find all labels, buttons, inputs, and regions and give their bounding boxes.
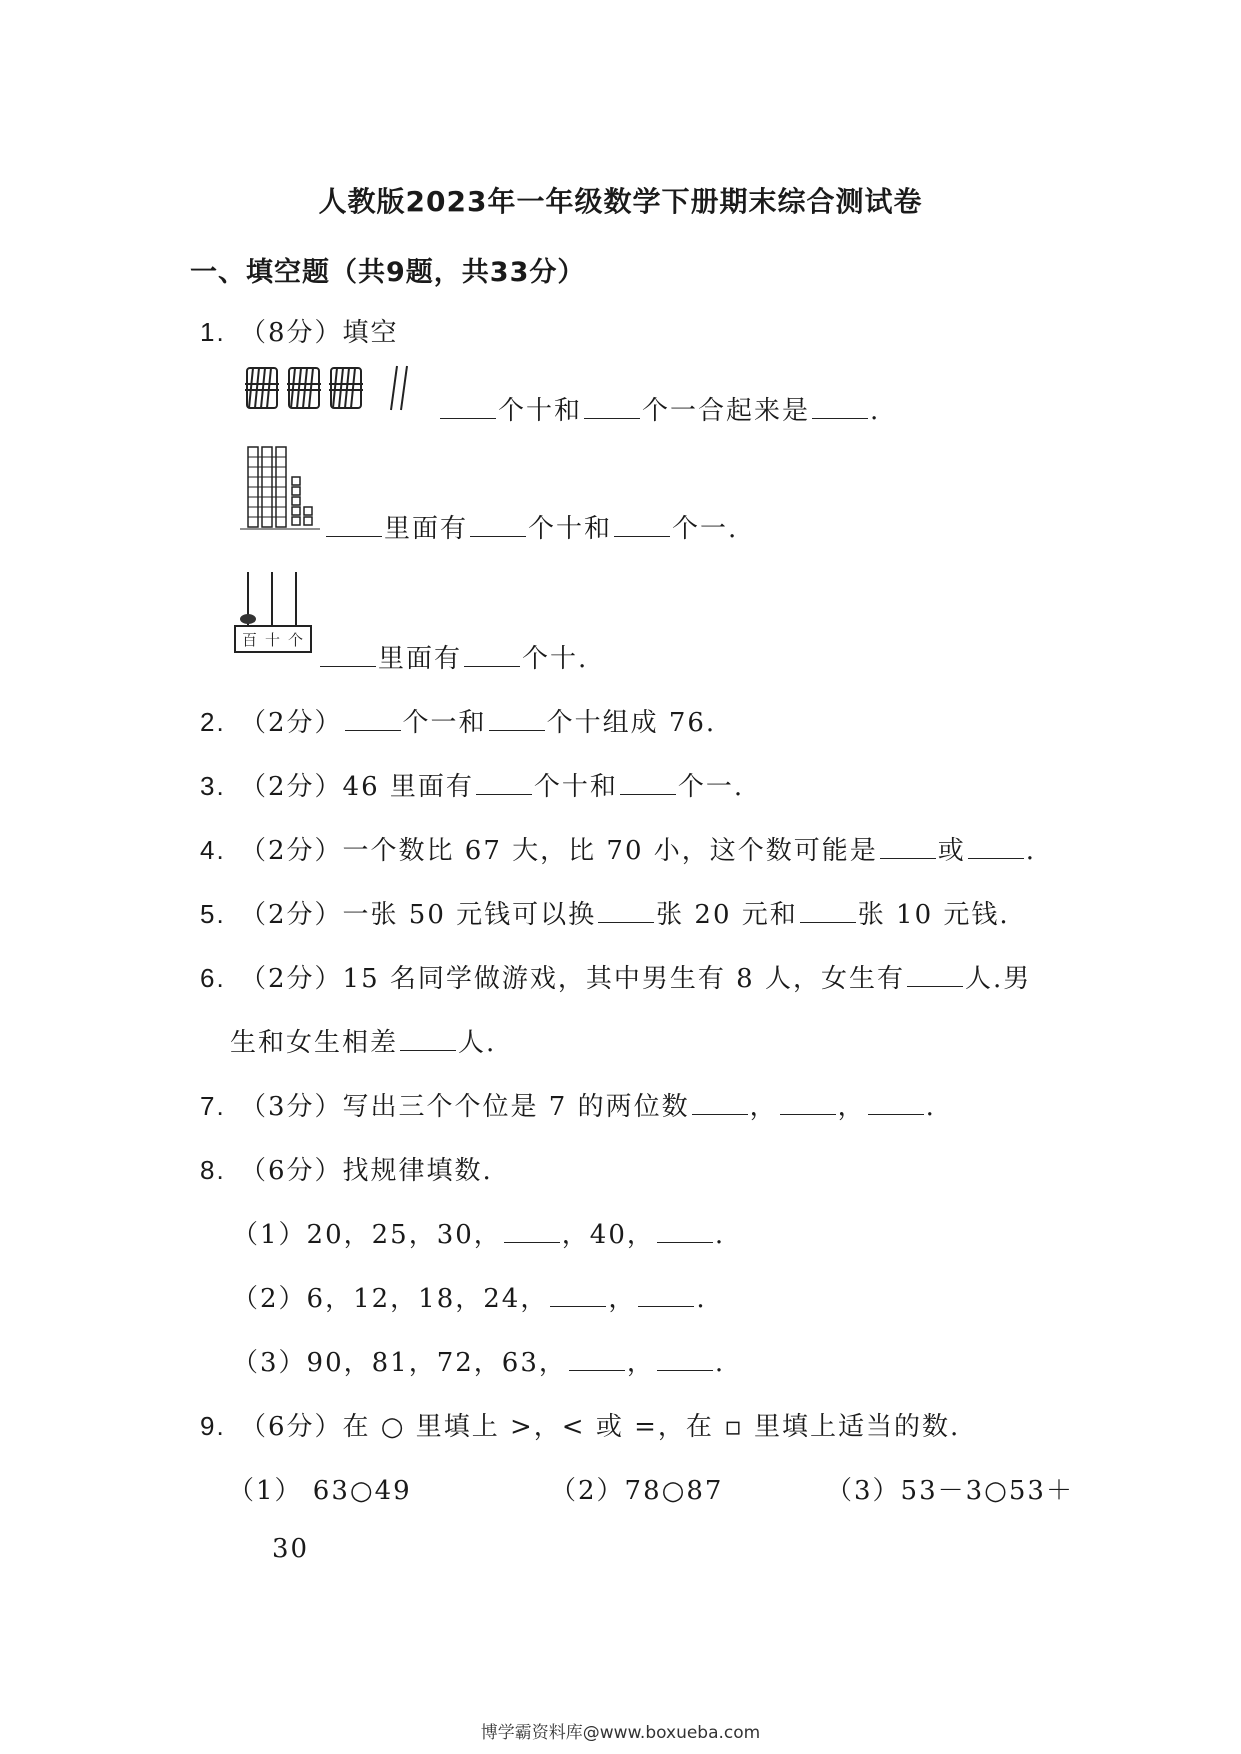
answer-blank[interactable] [400, 1028, 456, 1051]
text: . [714, 1348, 726, 1378]
question-number: 1. [200, 317, 226, 347]
abacus-label-ones: 个 [288, 631, 304, 649]
text: 个一. [672, 514, 739, 544]
text: 个十. [522, 644, 589, 674]
text: 个一合起来是 [642, 396, 811, 426]
question-6 [200, 958, 1031, 995]
answer-blank[interactable] [598, 900, 654, 923]
question-1b-line [324, 508, 738, 545]
question-8 [200, 1150, 493, 1187]
abacus-label-tens: 十 [265, 631, 281, 649]
text: （2分）46 里面有 [240, 772, 474, 802]
question-7 [200, 1086, 936, 1123]
question-2 [200, 702, 716, 739]
answer-blank[interactable] [812, 396, 868, 419]
text: 个十和 [533, 772, 618, 802]
place-value-blocks-figure [240, 445, 320, 535]
text: ， [608, 1284, 637, 1314]
text: . [870, 396, 881, 426]
text: （2分）15 名同学做游戏，其中男生有 8 人，女生有 [240, 964, 905, 994]
text: （2分）一个数比 67 大，比 70 小，这个数可能是 [240, 836, 878, 866]
text: 张 20 元和 [656, 900, 798, 930]
page-title: 人教版2023年一年级数学下册期末综合测试卷 [318, 185, 923, 218]
question-text: （8分）填空 [240, 318, 399, 348]
text: （2分） [240, 708, 343, 738]
text: 人.男 [964, 964, 1032, 994]
text: ，40， [561, 1220, 655, 1250]
answer-blank[interactable] [504, 1220, 560, 1243]
question-text: （6分）找规律填数. [240, 1156, 493, 1186]
text: ， [749, 1092, 778, 1122]
answer-blank[interactable] [657, 1220, 713, 1243]
text: 个十和 [528, 514, 613, 544]
question-number: 9. [200, 1411, 226, 1441]
answer-blank[interactable] [638, 1284, 694, 1307]
text: （1）20，25，30， [232, 1220, 502, 1250]
question-9-part-1: （1） 63○49 [228, 1476, 412, 1506]
question-5 [200, 894, 1010, 931]
question-9-part-3: （3）53－3○53＋ [826, 1476, 1074, 1506]
answer-blank[interactable] [907, 964, 963, 987]
text: 张 10 元钱. [857, 900, 1010, 930]
answer-blank[interactable] [326, 514, 382, 537]
question-number: 3. [200, 771, 226, 801]
answer-blank[interactable] [692, 1092, 748, 1115]
question-8-part-2 [232, 1278, 707, 1315]
text: 里面有 [384, 514, 469, 544]
text: ， [837, 1092, 866, 1122]
text: . [1025, 836, 1037, 866]
question-3 [200, 766, 744, 803]
text: ， [626, 1348, 655, 1378]
text: （2）6，12，18，24， [232, 1284, 549, 1314]
text: . [925, 1092, 936, 1122]
question-4 [200, 830, 1036, 867]
text: （3分）写出三个个位是 7 的两位数 [240, 1092, 690, 1122]
footer-watermark: 博学霸资料库@www.boxueba.com [480, 1723, 761, 1743]
answer-blank[interactable] [780, 1092, 836, 1115]
answer-blank[interactable] [620, 772, 676, 795]
answer-blank[interactable] [868, 1092, 924, 1115]
answer-blank[interactable] [440, 396, 496, 419]
question-1-header [200, 312, 399, 349]
answer-blank[interactable] [880, 836, 936, 859]
answer-blank[interactable] [584, 396, 640, 419]
text: 个一和 [402, 708, 487, 738]
text: 人. [458, 1028, 497, 1058]
text: （3）90，81，72，63， [232, 1348, 567, 1378]
answer-blank[interactable] [489, 708, 545, 731]
text: 里面有 [378, 644, 463, 674]
question-6-continued [230, 1022, 496, 1059]
answer-blank[interactable] [464, 644, 520, 667]
answer-blank[interactable] [569, 1348, 625, 1371]
text: . [714, 1220, 726, 1250]
abacus-figure [235, 568, 315, 658]
text: （2分）一张 50 元钱可以换 [240, 900, 597, 930]
question-9-part-3-continued: 30 [272, 1534, 310, 1564]
question-number: 7. [200, 1091, 226, 1121]
answer-blank[interactable] [657, 1348, 713, 1371]
answer-blank[interactable] [968, 836, 1024, 859]
answer-blank[interactable] [800, 900, 856, 923]
text: 或 [937, 836, 966, 866]
question-9-part-2: （2）78○87 [550, 1476, 724, 1506]
text: 个十组成 76. [546, 708, 717, 738]
question-number: 4. [200, 835, 226, 865]
question-9 [200, 1406, 960, 1443]
question-8-part-3 [232, 1342, 725, 1379]
bundles-of-sticks-figure [245, 362, 425, 422]
text: 生和女生相差 [230, 1028, 399, 1058]
question-8-part-1 [232, 1214, 725, 1251]
answer-blank[interactable] [614, 514, 670, 537]
text: 个十和 [498, 396, 583, 426]
question-number: 5. [200, 899, 226, 929]
abacus-label-hundreds: 百 [242, 631, 258, 649]
answer-blank[interactable] [320, 644, 376, 667]
answer-blank[interactable] [550, 1284, 606, 1307]
question-number: 8. [200, 1155, 226, 1185]
text: 个一. [677, 772, 745, 802]
answer-blank[interactable] [476, 772, 532, 795]
question-number: 6. [200, 963, 226, 993]
question-text: （6分）在 ○ 里填上 >，< 或 =，在 ▫ 里填上适当的数. [240, 1412, 961, 1442]
question-number: 2. [200, 707, 226, 737]
answer-blank[interactable] [345, 708, 401, 731]
text: . [696, 1284, 707, 1314]
answer-blank[interactable] [470, 514, 526, 537]
question-1a-line [438, 390, 880, 427]
section-heading: 一、填空题（共9题，共33分） [190, 257, 586, 288]
question-1c-line [318, 638, 588, 675]
